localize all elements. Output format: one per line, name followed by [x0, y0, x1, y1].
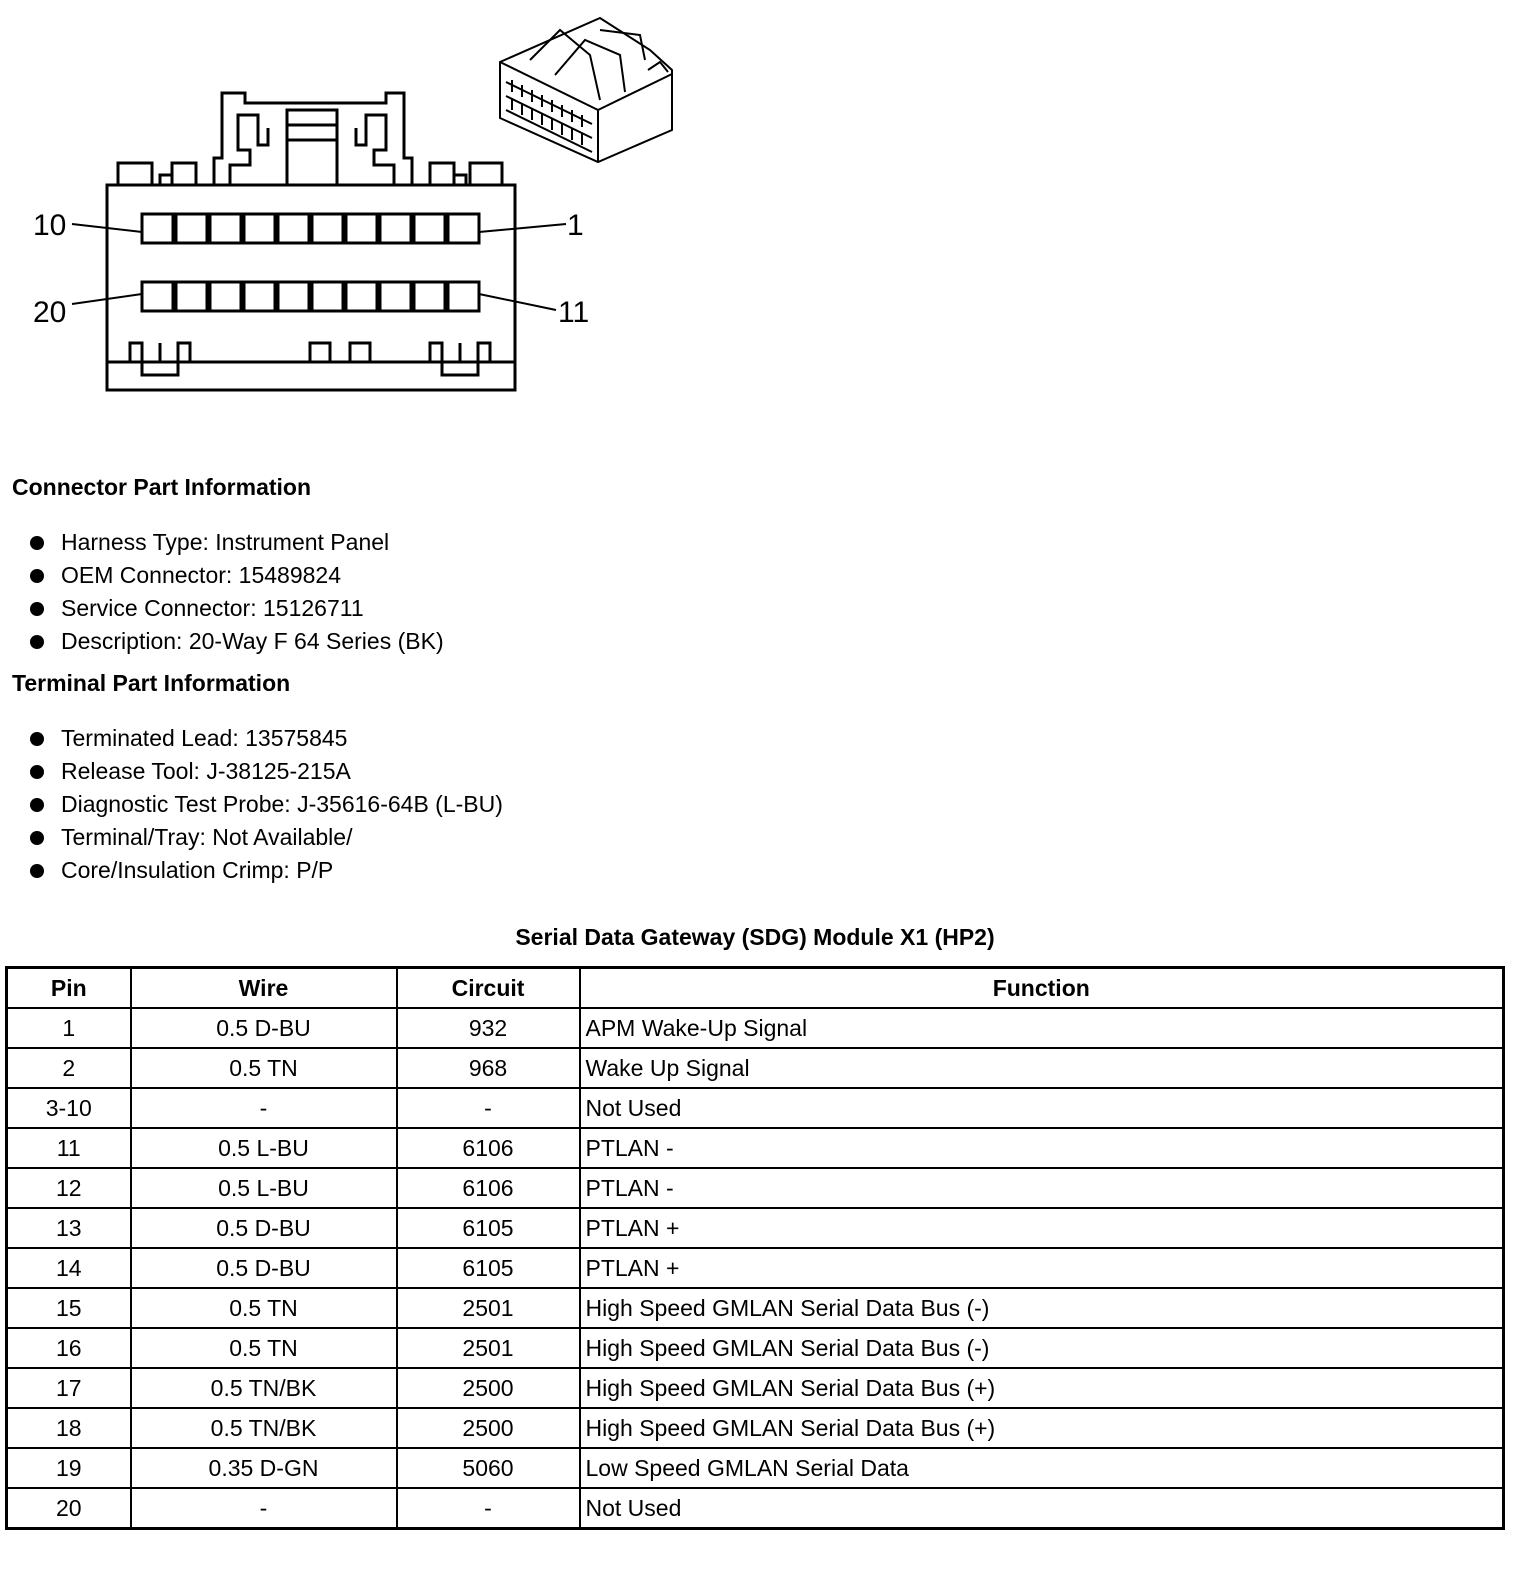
list-item: Harness Type: Instrument Panel — [28, 526, 444, 559]
function-cell: High Speed GMLAN Serial Data Bus (-) — [580, 1328, 1504, 1368]
function-cell: Not Used — [580, 1488, 1504, 1529]
circuit-cell: 932 — [397, 1008, 580, 1048]
circuit-cell: 5060 — [397, 1448, 580, 1488]
circuit-cell: 2500 — [397, 1368, 580, 1408]
table-row — [7, 1048, 1504, 1088]
function-cell: Wake Up Signal — [580, 1048, 1504, 1088]
function-cell: High Speed GMLAN Serial Data Bus (-) — [580, 1288, 1504, 1328]
list-item: Diagnostic Test Probe: J-35616-64B (L-BU) — [28, 788, 503, 821]
list-item: Service Connector: 15126711 — [28, 592, 444, 625]
pin-cell: 16 — [7, 1328, 131, 1368]
pin-label-11: 11 — [558, 296, 590, 329]
pin-label-20: 20 — [33, 296, 67, 329]
pin-cell: 17 — [7, 1368, 131, 1408]
wire-cell: 0.35 D-GN — [131, 1448, 397, 1488]
table-row — [7, 1448, 1504, 1488]
wire-cell: 0.5 TN — [131, 1048, 397, 1088]
wire-cell: - — [131, 1088, 397, 1128]
table-row — [7, 1488, 1504, 1529]
bullet-icon — [30, 765, 44, 779]
circuit-cell: 6105 — [397, 1248, 580, 1288]
wire-cell: 0.5 D-BU — [131, 1208, 397, 1248]
wire-cell: 0.5 TN — [131, 1288, 397, 1328]
function-cell: Low Speed GMLAN Serial Data — [580, 1448, 1504, 1488]
connector-diagram — [0, 0, 700, 420]
circuit-cell: 2500 — [397, 1408, 580, 1448]
list-item: Core/Insulation Crimp: P/P — [28, 854, 503, 887]
function-cell: PTLAN + — [580, 1248, 1504, 1288]
table-row — [7, 1088, 1504, 1128]
table-row — [7, 1368, 1504, 1408]
function-cell: Not Used — [580, 1088, 1504, 1128]
table-row — [7, 1008, 1504, 1048]
circuit-cell: 2501 — [397, 1328, 580, 1368]
pin-label-1: 1 — [567, 209, 584, 242]
table-row — [7, 1168, 1504, 1208]
pin-cell: 18 — [7, 1408, 131, 1448]
table-row — [7, 1128, 1504, 1168]
circuit-cell: 2501 — [397, 1288, 580, 1328]
wire-cell: 0.5 L-BU — [131, 1168, 397, 1208]
bullet-icon — [30, 635, 44, 649]
wire-cell: - — [131, 1488, 397, 1529]
table-row — [7, 1408, 1504, 1448]
wire-cell: 0.5 D-BU — [131, 1248, 397, 1288]
function-cell: High Speed GMLAN Serial Data Bus (+) — [580, 1368, 1504, 1408]
pin-cell: 12 — [7, 1168, 131, 1208]
bullet-icon — [30, 732, 44, 746]
bullet-icon — [30, 831, 44, 845]
table-title: Serial Data Gateway (SDG) Module X1 (HP2) — [515, 924, 995, 950]
bullet-icon — [30, 536, 44, 550]
wire-cell: 0.5 TN/BK — [131, 1368, 397, 1408]
circuit-cell: 968 — [397, 1048, 580, 1088]
pin-cell: 1 — [7, 1008, 131, 1048]
list-item: Terminal/Tray: Not Available/ — [28, 821, 503, 854]
list-item: Description: 20-Way F 64 Series (BK) — [28, 625, 444, 658]
list-item: Release Tool: J-38125-215A — [28, 755, 503, 788]
bullet-icon — [30, 798, 44, 812]
circuit-cell: 6106 — [397, 1128, 580, 1168]
function-cell: PTLAN - — [580, 1168, 1504, 1208]
circuit-cell: - — [397, 1488, 580, 1529]
connector-info-heading: Connector Part Information — [12, 474, 312, 500]
table-row — [7, 1208, 1504, 1248]
function-cell: PTLAN - — [580, 1128, 1504, 1168]
column-header-wire: Wire — [131, 968, 397, 1009]
list-item: OEM Connector: 15489824 — [28, 559, 444, 592]
table-row — [7, 1328, 1504, 1368]
column-header-circuit: Circuit — [397, 968, 580, 1009]
table-header-row — [7, 968, 1504, 1009]
pin-label-10: 10 — [33, 209, 67, 242]
connector-isometric-icon — [500, 18, 672, 162]
pin-cell: 15 — [7, 1288, 131, 1328]
connector-info-list — [28, 526, 444, 658]
function-cell: High Speed GMLAN Serial Data Bus (+) — [580, 1408, 1504, 1448]
pin-cell: 20 — [7, 1488, 131, 1529]
pin-cell: 14 — [7, 1248, 131, 1288]
column-header-pin: Pin — [7, 968, 131, 1009]
table-row — [7, 1288, 1504, 1328]
bullet-icon — [30, 602, 44, 616]
table-row — [7, 1248, 1504, 1288]
bullet-icon — [30, 569, 44, 583]
terminal-info-list — [28, 722, 503, 887]
terminal-info-heading: Terminal Part Information — [12, 670, 291, 696]
wire-cell: 0.5 L-BU — [131, 1128, 397, 1168]
pin-cell: 2 — [7, 1048, 131, 1088]
wire-cell: 0.5 D-BU — [131, 1008, 397, 1048]
circuit-cell: 6106 — [397, 1168, 580, 1208]
wire-cell: 0.5 TN/BK — [131, 1408, 397, 1448]
circuit-cell: - — [397, 1088, 580, 1128]
pin-cell: 13 — [7, 1208, 131, 1248]
wire-cell: 0.5 TN — [131, 1328, 397, 1368]
column-header-function: Function — [580, 968, 1504, 1009]
function-cell: PTLAN + — [580, 1208, 1504, 1248]
circuit-cell: 6105 — [397, 1208, 580, 1248]
pin-cell: 19 — [7, 1448, 131, 1488]
bullet-icon — [30, 864, 44, 878]
pin-cell: 3-10 — [7, 1088, 131, 1128]
list-item: Terminated Lead: 13575845 — [28, 722, 503, 755]
pin-cell: 11 — [7, 1128, 131, 1168]
pinout-table — [5, 966, 1505, 1530]
function-cell: APM Wake-Up Signal — [580, 1008, 1504, 1048]
